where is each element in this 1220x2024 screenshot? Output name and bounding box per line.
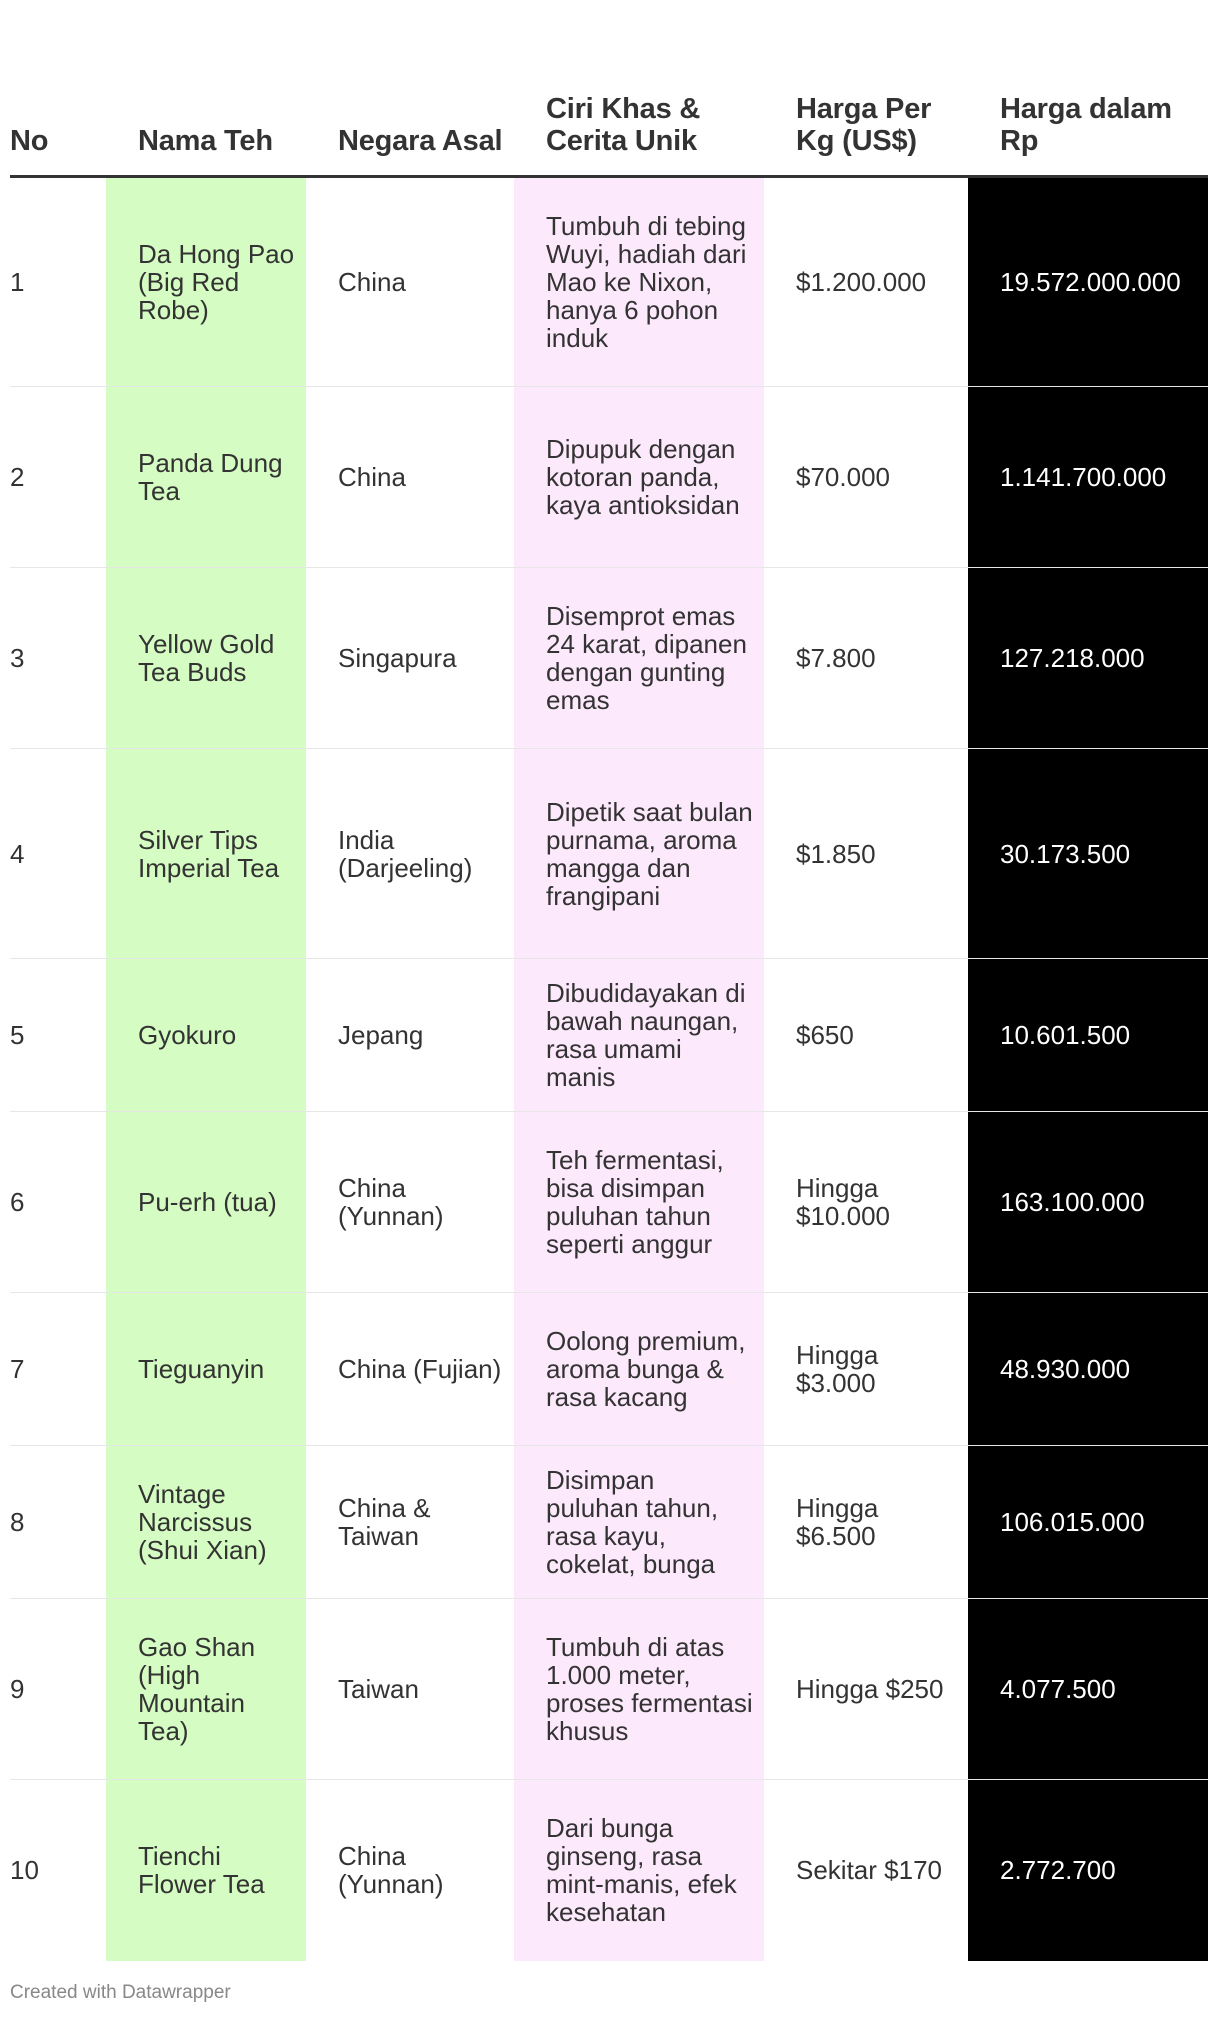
- cell-no: 5: [10, 959, 106, 1112]
- column-header-idr[interactable]: Harga dalam Rp: [968, 0, 1208, 177]
- header-row: [10, 0, 1208, 177]
- cell-price-idr: 106.015.000: [968, 1446, 1208, 1599]
- cell-no: 8: [10, 1446, 106, 1599]
- cell-country: China (Yunnan): [338, 1841, 444, 1900]
- cell-description: Dipetik saat bulan purnama, aroma mangga dan frangipani: [514, 749, 764, 959]
- cell-description: Teh fermentasi, bisa disimpan puluhan tahun seperti anggur: [514, 1112, 764, 1293]
- table-row: [10, 568, 1208, 749]
- cell-country: Singapura: [306, 568, 514, 749]
- cell-price-idr: 2.772.700: [968, 1780, 1208, 1961]
- cell-price-usd: Sekitar $170: [796, 1855, 942, 1886]
- cell-tea-name: Da Hong Pao (Big Red Robe): [106, 177, 306, 387]
- cell-description: Oolong premium, aroma bunga & rasa kacang: [514, 1293, 764, 1446]
- cell-country: China (Yunnan): [306, 1112, 514, 1293]
- cell-description: Disimpan puluhan tahun, rasa kayu, cokelat, bunga: [514, 1446, 764, 1599]
- tea-price-table: [10, 0, 1208, 1961]
- cell-description: Dipupuk dengan kotoran panda, kaya antioksidan: [514, 387, 764, 568]
- cell-description: Tumbuh di atas 1.000 meter, proses fermentasi khusus: [514, 1599, 764, 1780]
- cell-price-idr: 163.100.000: [968, 1112, 1208, 1293]
- cell-price-usd: $650: [764, 959, 968, 1112]
- cell-country: China & Taiwan: [306, 1446, 514, 1599]
- table-row: [10, 1446, 1208, 1599]
- cell-price-usd: $7.800: [764, 568, 968, 749]
- cell-price-usd: $1.850: [764, 749, 968, 959]
- cell-tea-name: Tienchi Flower Tea: [106, 1780, 306, 1961]
- cell-no: 3: [10, 568, 106, 749]
- cell-price-usd: Hingga $6.500: [764, 1446, 968, 1599]
- cell-description: Tumbuh di tebing Wuyi, hadiah dari Mao ke Nixon, hanya 6 pohon induk: [514, 177, 764, 387]
- cell-price-idr: 4.077.500: [968, 1599, 1208, 1780]
- cell-price-usd: Hingga $250: [764, 1599, 968, 1780]
- table-row: [10, 387, 1208, 568]
- cell-no: 2: [10, 387, 106, 568]
- cell-no: 4: [10, 749, 106, 959]
- cell-country: China: [306, 177, 514, 387]
- cell-tea-name: Vintage Narcissus (Shui Xian): [106, 1446, 306, 1599]
- cell-country: Taiwan: [306, 1599, 514, 1780]
- table-row: [10, 959, 1208, 1112]
- cell-price-usd: $70.000: [764, 387, 968, 568]
- cell-price-usd: Hingga $10.000: [764, 1112, 968, 1293]
- cell-no: 7: [10, 1293, 106, 1446]
- datawrapper-credit: Created with Datawrapper: [10, 1982, 231, 2003]
- column-header-name[interactable]: Nama Teh: [106, 0, 306, 177]
- table-row: [10, 177, 1208, 387]
- table-row: [10, 1599, 1208, 1780]
- table-row: [10, 749, 1208, 959]
- cell-country: Jepang: [306, 959, 514, 1112]
- column-header-desc[interactable]: Ciri Khas & Cerita Unik: [514, 0, 764, 177]
- cell-tea-name: Silver Tips Imperial Tea: [106, 749, 306, 959]
- cell-tea-name: Tieguanyin: [106, 1293, 306, 1446]
- column-header-no[interactable]: No: [10, 0, 106, 177]
- column-header-country[interactable]: Negara Asal: [306, 0, 514, 177]
- table-row: [10, 1293, 1208, 1446]
- cell-price-idr: 19.572.000.000: [968, 177, 1208, 387]
- cell-no: 10: [10, 1855, 39, 1886]
- table-container: [10, 0, 1208, 1961]
- cell-country: India (Darjeeling): [306, 749, 514, 959]
- cell-description: Dari bunga ginseng, rasa mint-manis, efek kesehatan: [514, 1780, 764, 1961]
- cell-tea-name: Panda Dung Tea: [106, 387, 306, 568]
- table-row: [10, 1780, 1208, 1961]
- cell-tea-name: Pu-erh (tua): [106, 1112, 306, 1293]
- cell-description: Disemprot emas 24 karat, dipanen dengan gunting emas: [514, 568, 764, 749]
- cell-price-idr: 10.601.500: [968, 959, 1208, 1112]
- table-body: [10, 177, 1208, 1961]
- cell-tea-name: Gyokuro: [106, 959, 306, 1112]
- cell-no: 1: [10, 177, 106, 387]
- cell-price-idr: 127.218.000: [968, 568, 1208, 749]
- cell-price-usd: Hingga $3.000: [764, 1293, 968, 1446]
- table-row: [10, 1112, 1208, 1293]
- table-header: [10, 0, 1208, 177]
- cell-tea-name: Gao Shan (High Mountain Tea): [106, 1599, 306, 1780]
- cell-price-idr: 48.930.000: [968, 1293, 1208, 1446]
- cell-price-idr: 1.141.700.000: [968, 387, 1208, 568]
- cell-country: China: [306, 387, 514, 568]
- cell-no: 6: [10, 1112, 106, 1293]
- cell-price-idr: 30.173.500: [968, 749, 1208, 959]
- cell-tea-name: Yellow Gold Tea Buds: [106, 568, 306, 749]
- cell-description: Dibudidayakan di bawah naungan, rasa umami manis: [514, 959, 764, 1112]
- cell-no: 9: [10, 1599, 106, 1780]
- column-header-usd[interactable]: Harga Per Kg (US$): [764, 0, 968, 177]
- cell-price-usd: $1.200.000: [764, 177, 968, 387]
- cell-country: China (Fujian): [306, 1293, 514, 1446]
